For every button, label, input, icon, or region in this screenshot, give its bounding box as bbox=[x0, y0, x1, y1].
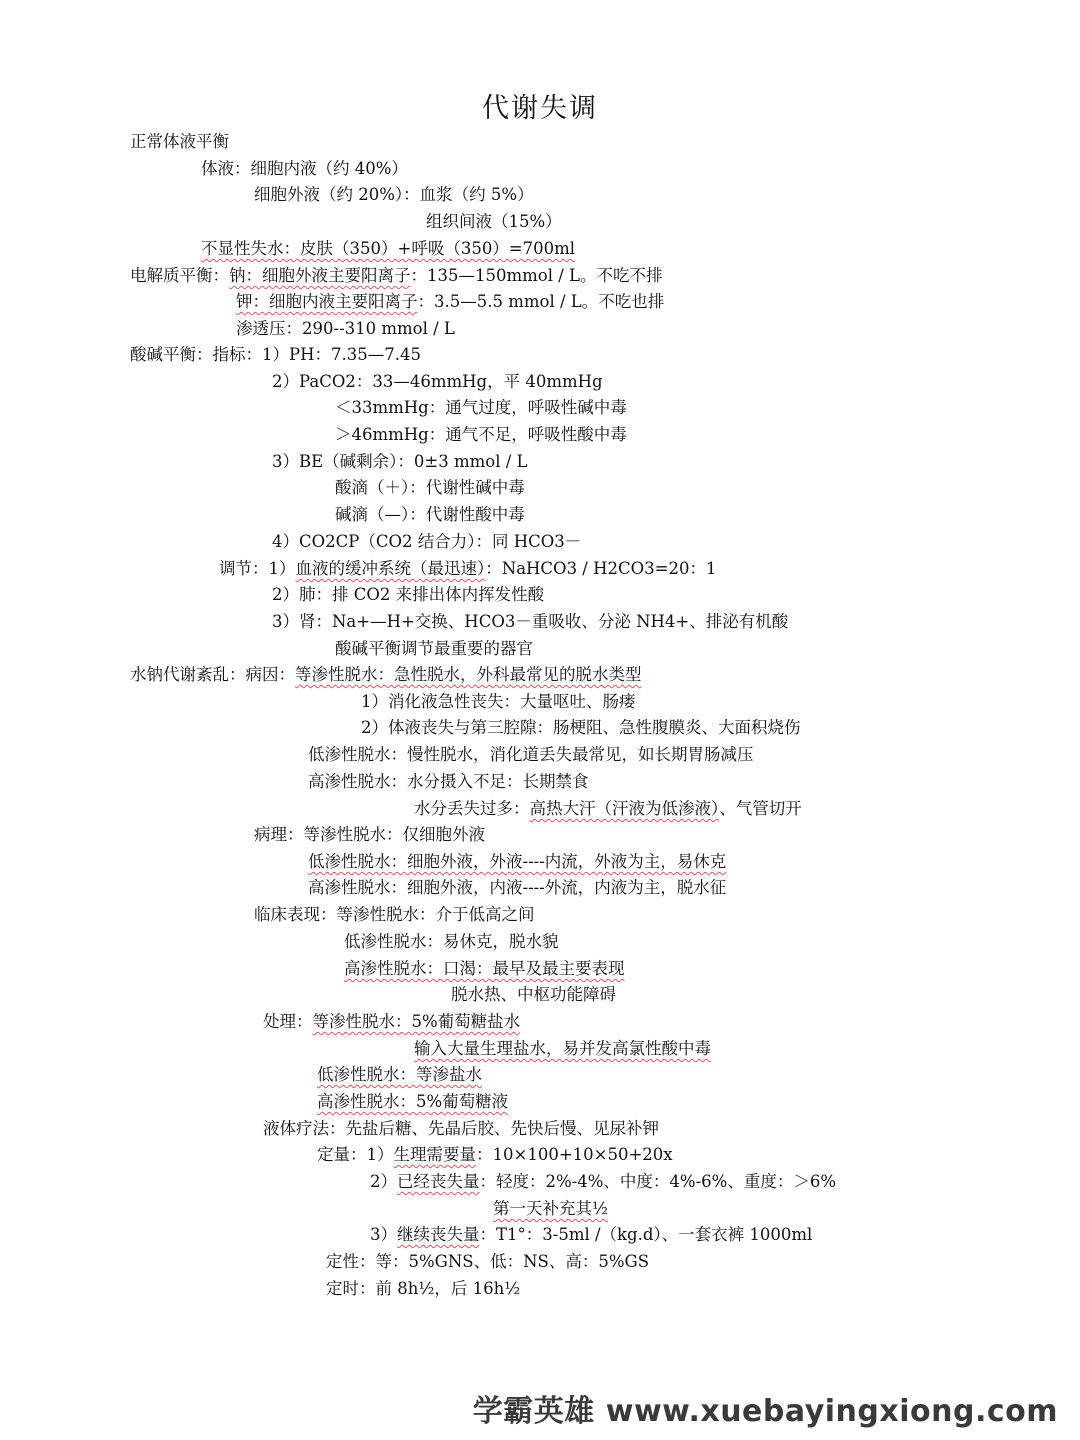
text-line bbox=[493, 1198, 608, 1220]
text-line: 低渗性脱水：慢性脱水，消化道丢失最常见，如长期胃肠减压 bbox=[308, 745, 754, 764]
text-line: 液体疗法：先盐后糖、先晶后胶、先快后慢、见尿补钾 bbox=[263, 1119, 659, 1138]
text-line: 酸碱平衡：指标：1）PH：7.35—7.45 bbox=[130, 345, 421, 364]
highlighted-text: 低渗性脱水：等渗盐水 bbox=[317, 1065, 482, 1084]
text-line: 正常体液平衡 bbox=[130, 132, 229, 151]
highlighted-text: 等渗性脱水：急性脱水，外科最常见的脱水类型 bbox=[295, 665, 642, 684]
highlighted-text: 等渗性脱水：5%葡萄糖盐水 bbox=[312, 1012, 521, 1031]
text-line: 4）CO2CP（CO2 结合力）：同 HCO3－ bbox=[272, 532, 582, 551]
text-line bbox=[201, 238, 575, 260]
text-line: 酸碱平衡调节最重要的器官 bbox=[335, 639, 533, 658]
text-line: 2）PaCO2：33—46mmHg，平 40mmHg bbox=[272, 372, 603, 391]
highlighted-text: 高渗性脱水：口渴：最早及最主要表现 bbox=[344, 959, 625, 978]
text-line bbox=[263, 1011, 520, 1033]
highlighted-text: 高渗性脱水：5%葡萄糖液 bbox=[317, 1092, 509, 1111]
line-text: 2） bbox=[370, 1172, 397, 1191]
text-line bbox=[130, 265, 663, 287]
line-text: 电解质平衡： bbox=[130, 266, 229, 285]
highlighted-text: 钠：细胞外液主要阳离子 bbox=[229, 266, 411, 285]
line-text: 处理： bbox=[263, 1012, 313, 1031]
text-line: 定性：等：5%GNS、低：NS、高：5%GS bbox=[326, 1252, 649, 1271]
text-line: 高渗性脱水：细胞外液，内液----外流，内液为主，脱水征 bbox=[308, 878, 727, 897]
text-line: ＜33mmHg：通气过度，呼吸性碱中毒 bbox=[335, 398, 627, 417]
text-line bbox=[414, 798, 802, 820]
text-line: 酸滴（＋）：代谢性碱中毒 bbox=[335, 478, 525, 497]
text-line: 定时：前 8h½，后 16h½ bbox=[326, 1279, 521, 1298]
text-line bbox=[344, 958, 625, 980]
highlighted-text: 钾：细胞内液主要阳离子 bbox=[236, 292, 418, 311]
highlighted-text: 不显性失水：皮肤（350）+呼吸（350）=700ml bbox=[201, 239, 576, 258]
text-line: 3）BE（碱剩余）：0±3 mmol / L bbox=[272, 452, 528, 471]
text-line: 脱水热、中枢功能障碍 bbox=[451, 985, 616, 1004]
line-text: 水分丢失过多： bbox=[414, 799, 530, 818]
text-line bbox=[236, 291, 664, 313]
highlighted-text: 低渗性脱水：细胞外液，外液----内流，外液为主，易休克 bbox=[308, 852, 727, 871]
highlighted-text: 继续丧失量 bbox=[397, 1225, 480, 1244]
page-title: 代谢失调 bbox=[482, 93, 598, 124]
text-line: ＞46mmHg：通气不足，呼吸性酸中毒 bbox=[335, 425, 627, 444]
text-line: 2）体液丧失与第三腔隙：肠梗阻、急性腹膜炎、大面积烧伤 bbox=[361, 718, 801, 737]
line-text: 、气管切开 bbox=[719, 799, 802, 818]
text-line: 细胞外液（约 20%）：血浆（约 5%） bbox=[254, 185, 534, 204]
line-text: ：3.5—5.5 mmol / L。不吃也排 bbox=[417, 292, 665, 311]
text-line: 临床表现：等渗性脱水：介于低高之间 bbox=[254, 905, 535, 924]
line-text: ：10×100+10×50+20x bbox=[476, 1145, 673, 1164]
text-line: 2）肺：排 CO2 来排出体内挥发性酸 bbox=[272, 585, 545, 604]
highlighted-text: 血液的缓冲系统（最迅速） bbox=[295, 559, 486, 578]
highlighted-text: 已经丧失量 bbox=[397, 1172, 480, 1191]
text-line: 高渗性脱水：水分摄入不足：长期禁食 bbox=[308, 772, 589, 791]
text-line: 1）消化液急性丧失：大量呕吐、肠瘘 bbox=[361, 692, 636, 711]
text-line bbox=[308, 851, 726, 873]
line-text: ：135—150mmol / L。不吃不排 bbox=[410, 266, 663, 285]
text-line bbox=[317, 1064, 482, 1086]
watermark: 学霸英雄 www.xuebayingxiong.com bbox=[472, 1394, 1058, 1429]
line-text: 定量：1） bbox=[317, 1145, 394, 1164]
text-line: 3）肾：Na+—H+交换、HCO3－重吸收、分泌 NH4+、排泌有机酸 bbox=[272, 612, 789, 631]
highlighted-text: 高热大汗（汗液为低渗液） bbox=[529, 799, 720, 818]
highlighted-text: 生理需要量 bbox=[393, 1145, 476, 1164]
line-text: 水钠代谢紊乱：病因： bbox=[130, 665, 295, 684]
text-line: 碱滴（—）：代谢性酸中毒 bbox=[335, 505, 525, 524]
text-line bbox=[219, 558, 716, 580]
text-line: 低渗性脱水：易休克，脱水貌 bbox=[344, 932, 559, 951]
text-line bbox=[130, 664, 642, 686]
line-text: 调节：1） bbox=[219, 559, 296, 578]
text-line bbox=[414, 1038, 711, 1060]
text-line: 体液：细胞内液（约 40%） bbox=[201, 159, 408, 178]
text-line bbox=[370, 1224, 812, 1246]
highlighted-text: 第一天补充其½ bbox=[493, 1199, 608, 1218]
text-line: 病理：等渗性脱水：仅细胞外液 bbox=[254, 825, 485, 844]
line-text: ：轻度：2%-4%、中度：4%-6%、重度：＞6% bbox=[479, 1172, 837, 1191]
line-text: ：T1°：3-5ml /（kg.d）、一套衣裤 1000ml bbox=[479, 1225, 813, 1244]
text-line: 组织间液（15%） bbox=[426, 212, 562, 231]
text-line bbox=[370, 1171, 836, 1193]
line-text: ：NaHCO3 / H2CO3=20：1 bbox=[485, 559, 717, 578]
text-line bbox=[317, 1091, 508, 1113]
line-text: 3） bbox=[370, 1225, 397, 1244]
text-line: 渗透压：290--310 mmol / L bbox=[236, 319, 455, 338]
highlighted-text: 输入大量生理盐水，易并发高氯性酸中毒 bbox=[414, 1039, 711, 1058]
text-line bbox=[317, 1144, 673, 1166]
